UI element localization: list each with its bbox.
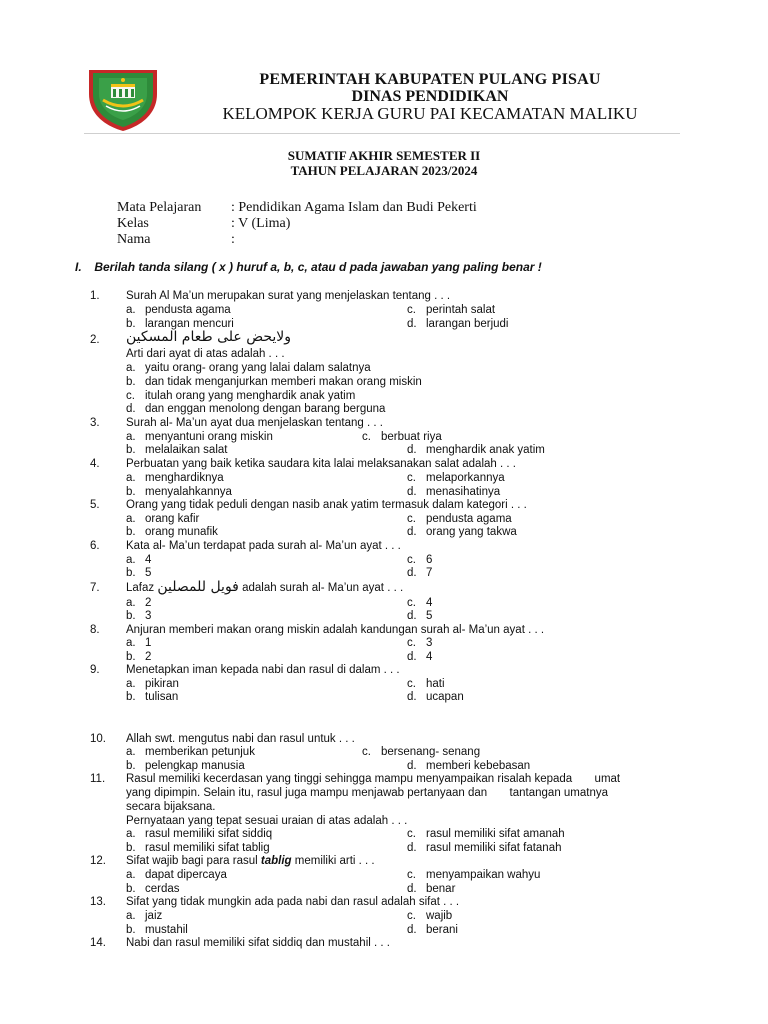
- regency-logo: [86, 64, 160, 132]
- question-number: 1.: [90, 290, 100, 302]
- question-number: 6.: [90, 540, 100, 552]
- option-a: a. pendusta agama: [126, 304, 231, 316]
- question-number: 11.: [90, 773, 106, 785]
- question-number: 3.: [90, 417, 100, 429]
- option-c: c. perintah salat: [407, 304, 496, 316]
- option-b: b. melalaikan salat: [126, 444, 228, 456]
- option-c: c. menyampaikan wahyu: [407, 869, 541, 881]
- question-stem: Orang yang tidak peduli dengan nasib anak yatim termasuk dalam kategori . . .: [126, 499, 527, 511]
- question-stem: Surah al- Ma’un ayat dua menjelaskan tentang . . .: [126, 417, 383, 429]
- question-stem: Kata al- Ma’un terdapat pada surah al- Ma’un ayat . . .: [126, 540, 401, 552]
- option-b: b. 2: [126, 651, 152, 663]
- question-stem: Allah swt. mengutus nabi dan rasul untuk . . .: [126, 733, 355, 745]
- option-c: c. 3: [407, 637, 433, 649]
- option-c: c. berbuat riya: [362, 431, 442, 443]
- question-stem-line-4: Pernyataan yang tepat sesuai uraian di atas adalah . . .: [126, 815, 408, 827]
- option-c: c. 4: [407, 597, 433, 609]
- question-number: 5.: [90, 499, 100, 511]
- option-d: d. berani: [407, 924, 458, 936]
- instruction-text: Berilah tanda silang ( x ) huruf a, b, c, atau d pada jawaban yang paling benar !: [94, 260, 542, 274]
- instruction-number: I.: [75, 260, 82, 274]
- name-label: Nama: [117, 232, 151, 247]
- option-a: a. pikiran: [126, 678, 179, 690]
- option-a: a. menghardiknya: [126, 472, 224, 484]
- question-number: 12.: [90, 855, 106, 867]
- question-stem: Arti dari ayat di atas adalah . . .: [126, 348, 285, 360]
- question-stem: Anjuran memberi makan orang miskin adalah kandungan surah al- Ma’un ayat . . .: [126, 624, 545, 636]
- option-d: d. 5: [407, 610, 433, 622]
- option-a: a. 1: [126, 637, 152, 649]
- option-d: d. memberi kebebasan: [407, 760, 531, 772]
- option-b: b. 5: [126, 567, 152, 579]
- question-number: 10.: [90, 733, 106, 745]
- option-c: c. itulah orang yang menghardik anak yatim: [126, 390, 356, 402]
- option-c: c. wajib: [407, 910, 453, 922]
- option-b: b. dan tidak menganjurkan memberi makan orang miskin: [126, 376, 422, 388]
- question-stem: Lafaz فويل للمصلين adalah surah al- Ma’un ayat . . .: [126, 579, 404, 595]
- option-b: b. cerdas: [126, 883, 180, 895]
- option-b: b. orang munafik: [126, 526, 218, 538]
- option-b: b. mustahil: [126, 924, 188, 936]
- option-b: b. menyalahkannya: [126, 486, 232, 498]
- question-stem: Sifat yang tidak mungkin ada pada nabi dan rasul adalah sifat . . .: [126, 896, 460, 908]
- question-number: 13.: [90, 896, 106, 908]
- option-d: d. rasul memiliki sifat fatanah: [407, 842, 562, 854]
- arabic-verse: ولايحض على طعام المسكين: [126, 329, 292, 345]
- question-stem-line-1: Rasul memiliki kecerdasan yang tinggi sehingga mampu menyampaikan risalah kepada umat: [126, 773, 621, 785]
- question-number: 14.: [90, 937, 106, 949]
- option-d: d. menasihatinya: [407, 486, 501, 498]
- option-c: c. rasul memiliki sifat amanah: [407, 828, 565, 840]
- question-stem: Surah Al Ma’un merupakan surat yang menjelaskan tentang . . .: [126, 290, 451, 302]
- question-stem: Nabi dan rasul memiliki sifat siddiq dan mustahil . . .: [126, 937, 390, 949]
- option-b: b. rasul memiliki sifat tablig: [126, 842, 270, 854]
- question-number: 8.: [90, 624, 100, 636]
- header-line-3: KELOMPOK KERJA GURU PAI KECAMATAN MALIKU: [222, 104, 638, 123]
- header-line-1: PEMERINTAH KABUPATEN PULANG PISAU: [259, 71, 601, 88]
- option-d: d. benar: [407, 883, 456, 895]
- option-c: c. hati: [407, 678, 445, 690]
- question-stem-line-3: secara bijaksana.: [126, 801, 216, 813]
- option-c: c. bersenang- senang: [362, 746, 481, 758]
- subject-label: Mata Pelajaran: [117, 200, 202, 215]
- option-c: c. 6: [407, 554, 433, 566]
- option-b: b. larangan mencuri: [126, 318, 234, 330]
- option-b: b. 3: [126, 610, 152, 622]
- subject-value: : Pendidikan Agama Islam dan Budi Pekerti: [231, 200, 477, 215]
- exam-year: TAHUN PELAJARAN 2023/2024: [290, 163, 478, 178]
- option-a: a. 2: [126, 597, 152, 609]
- option-d: d. 7: [407, 567, 433, 579]
- question-number: 9.: [90, 664, 100, 676]
- option-a: a. menyantuni orang miskin: [126, 431, 273, 443]
- header-divider: [84, 133, 680, 134]
- header-line-2: DINAS PENDIDIKAN: [351, 88, 509, 105]
- instruction: [75, 260, 542, 274]
- exam-title: SUMATIF AKHIR SEMESTER II: [287, 148, 481, 163]
- arabic-phrase: فويل للمصلين: [157, 579, 239, 595]
- option-d: d. larangan berjudi: [407, 318, 509, 330]
- question-stem-line-2: yang dipimpin. Selain itu, rasul juga mampu menjawab pertanyaan dan tantangan umatnya: [126, 787, 609, 799]
- question-stem: Menetapkan iman kepada nabi dan rasul di dalam . . .: [126, 664, 400, 676]
- option-d: d. 4: [407, 651, 433, 663]
- option-a: a. jaiz: [126, 910, 163, 922]
- class-value: : V (Lima): [231, 216, 291, 231]
- option-b: b. pelengkap manusia: [126, 760, 245, 772]
- option-d: d. menghardik anak yatim: [407, 444, 545, 456]
- question-number: 2.: [90, 334, 100, 346]
- question-stem: Sifat wajib bagi para rasul tablig memiliki arti . . .: [126, 855, 375, 867]
- option-c: c. melaporkannya: [407, 472, 505, 484]
- option-a: a. rasul memiliki sifat siddiq: [126, 828, 273, 840]
- option-d: d. dan enggan menolong dengan barang berguna: [126, 403, 386, 415]
- class-label: Kelas: [117, 216, 149, 231]
- option-a: a. orang kafir: [126, 513, 200, 525]
- question-number: 4.: [90, 458, 100, 470]
- option-d: d. orang yang takwa: [407, 526, 517, 538]
- option-a: a. yaitu orang- orang yang lalai dalam salatnya: [126, 362, 371, 374]
- option-d: d. ucapan: [407, 691, 464, 703]
- option-c: c. pendusta agama: [407, 513, 512, 525]
- option-a: a. memberikan petunjuk: [126, 746, 255, 758]
- option-a: a. dapat dipercaya: [126, 869, 227, 881]
- question-stem: Perbuatan yang baik ketika saudara kita lalai melaksanakan salat adalah . . .: [126, 458, 516, 470]
- option-a: a. 4: [126, 554, 152, 566]
- question-number: 7.: [90, 582, 100, 594]
- name-value: :: [231, 232, 235, 247]
- emphasized-term: tablig: [260, 855, 292, 867]
- option-b: b. tulisan: [126, 691, 179, 703]
